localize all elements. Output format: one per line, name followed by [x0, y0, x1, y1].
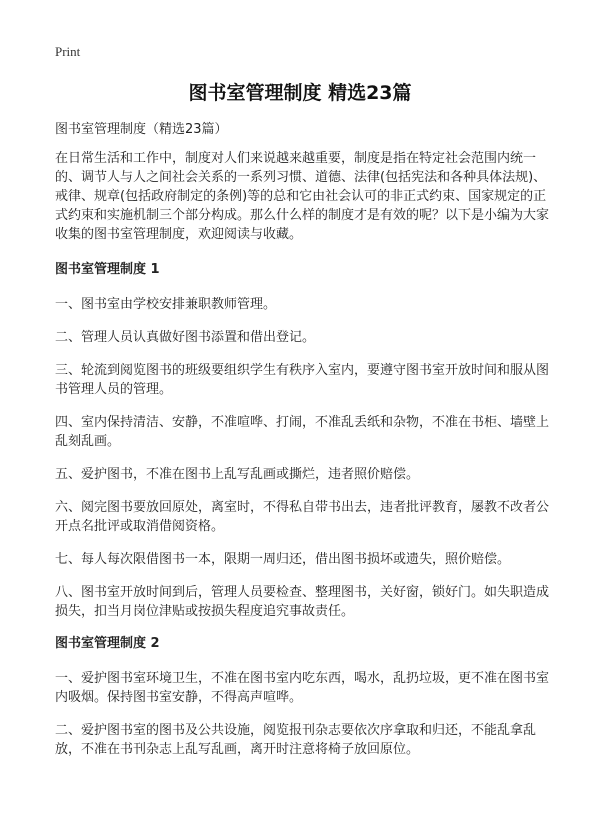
rule-item: 四、室内保持清洁、安静，不准喧哗、打闹，不准乱丢纸和杂物，不准在书柜、墙壁上乱刻乱画。 — [55, 415, 550, 449]
rule-item: 八、图书室开放时间到后，管理人员要检查、整理图书，关好窗，锁好门。如失职造成损失，扣当月岗位津贴或按损失程度追究事故责任。 — [55, 585, 550, 619]
rule-item: 三、轮流到阅览图书的班级要组织学生有秩序入室内，要遵守图书室开放时间和服从图书管理人员的管理。 — [55, 363, 550, 397]
section-heading: 图书室管理制度 2 — [55, 636, 160, 651]
rule-item: 一、爱护图书室环境卫生，不准在图书室内吃东西，喝水，乱扔垃圾，更不准在图书室内吸烟。保持图书室安静，不得高声喧哗。 — [55, 671, 550, 705]
rule-item: 二、管理人员认真做好图书添置和借出登记。 — [55, 330, 316, 345]
print-label[interactable]: Print — [55, 44, 81, 59]
document-body — [55, 121, 550, 773]
document-subtitle: 图书室管理制度（精选23篇） — [55, 122, 228, 137]
rule-item: 七、每人每次限借图书一本，限期一周归还，借出图书损坏或遗失，照价赔偿。 — [55, 552, 511, 567]
rule-item: 二、爱护图书室的图书及公共设施，阅览报刊杂志要依次序拿取和归还，不能乱拿乱放，不准在书刊杂志上乱写乱画，离开时注意将椅子放回原位。 — [55, 723, 537, 757]
section-2 — [55, 635, 550, 759]
section-heading: 图书室管理制度 1 — [55, 262, 160, 277]
rule-item: 一、图书室由学校安排兼职教师管理。 — [55, 297, 277, 312]
intro-paragraph: 在日常生活和工作中，制度对人们来说越来越重要，制度是指在特定社会范围内统一的、调节人与人之间社会关系的一系列习惯、道德、法律(包括宪法和各种具体法规)、戒律、规章(包括政府制定的条例)等的总和它由社会认可的非正式约束、国家规定的正式约束和实施机制三个部分构成。那么什么样的制度才是有效的呢？以下是小编为大家收集的图书室管理制度，欢迎阅读与收藏。 — [55, 151, 550, 242]
section-1 — [55, 261, 550, 621]
document-title: 图书室管理制度 精选23篇 — [188, 82, 412, 104]
rule-item: 六、阅完图书要放回原处，离室时，不得私自带书出去，违者批评教育，屡教不改者公开点名批评或取消借阅资格。 — [55, 500, 550, 534]
rule-item: 五、爱护图书，不准在图书上乱写乱画或撕烂，违者照价赔偿。 — [55, 467, 420, 482]
